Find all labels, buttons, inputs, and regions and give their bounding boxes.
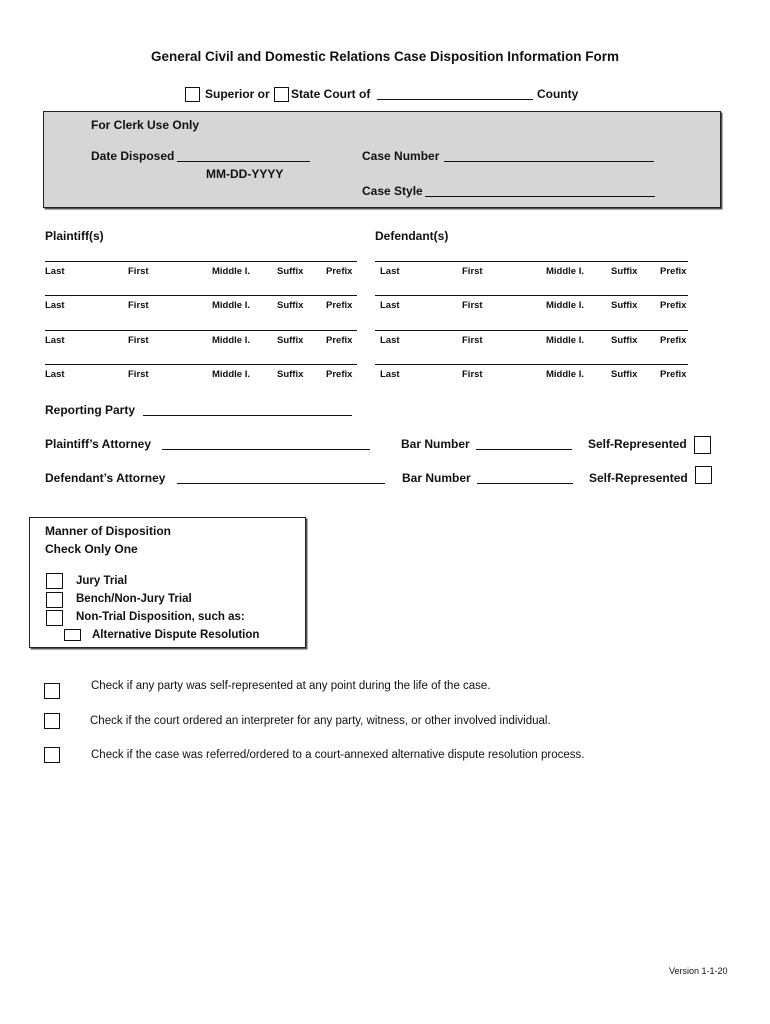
plaintiff-attorney-field[interactable] (162, 449, 370, 450)
plaintiff-name-line[interactable] (45, 330, 357, 331)
col-suffix: Suffix (611, 369, 638, 380)
bench-trial-checkbox[interactable] (46, 592, 63, 608)
col-prefix: Prefix (326, 369, 353, 380)
col-first: First (128, 300, 149, 311)
defendant-attorney-label: Defendant’s Attorney (45, 471, 166, 485)
reporting-party-label: Reporting Party (45, 403, 136, 417)
col-last: Last (380, 266, 400, 277)
case-number-field[interactable] (444, 161, 654, 162)
defendant-name-line[interactable] (375, 330, 688, 331)
interpreter-label: Check if the court ordered an interpreter for any party, witness, or other involved individual. (90, 715, 551, 727)
col-middle: Middle I. (212, 266, 250, 277)
defendant-name-line[interactable] (375, 364, 688, 365)
defendant-bar-number-label: Bar Number (402, 471, 471, 485)
case-style-field[interactable] (425, 196, 655, 197)
col-suffix: Suffix (277, 335, 304, 346)
plaintiff-bar-number-field[interactable] (476, 449, 572, 450)
col-middle: Middle I. (546, 369, 584, 380)
col-first: First (462, 300, 483, 311)
col-middle: Middle I. (212, 369, 250, 380)
plaintiff-name-line[interactable] (45, 295, 357, 296)
col-last: Last (45, 335, 65, 346)
col-suffix: Suffix (277, 300, 304, 311)
col-last: Last (380, 369, 400, 380)
col-prefix: Prefix (326, 266, 353, 277)
self-represented-any-label: Check if any party was self-represented at any point during the life of the case. (91, 680, 491, 692)
col-suffix: Suffix (277, 266, 304, 277)
date-disposed-field[interactable] (177, 161, 310, 162)
adr-checkbox[interactable] (64, 629, 81, 641)
col-last: Last (380, 335, 400, 346)
col-prefix: Prefix (326, 335, 353, 346)
defendant-attorney-field[interactable] (177, 483, 385, 484)
col-middle: Middle I. (212, 335, 250, 346)
col-prefix: Prefix (660, 300, 687, 311)
jury-trial-checkbox[interactable] (46, 573, 63, 589)
defendant-bar-number-field[interactable] (477, 483, 573, 484)
state-court-checkbox[interactable] (274, 87, 289, 102)
col-middle: Middle I. (212, 300, 250, 311)
plaintiff-bar-number-label: Bar Number (401, 437, 470, 451)
col-first: First (462, 335, 483, 346)
plaintiff-attorney-label: Plaintiff’s Attorney (45, 437, 152, 451)
bench-trial-label: Bench/Non-Jury Trial (76, 593, 192, 605)
defendant-self-represented-checkbox[interactable] (695, 466, 712, 484)
col-suffix: Suffix (277, 369, 304, 380)
adr-referral-label: Check if the case was referred/ordered to a court-annexed alternative dispute resolution process. (91, 749, 585, 761)
defendant-name-line[interactable] (375, 261, 688, 262)
jury-trial-label: Jury Trial (76, 575, 128, 587)
clerk-use-header: For Clerk Use Only (91, 118, 200, 132)
superior-court-checkbox[interactable] (185, 87, 200, 102)
col-suffix: Suffix (611, 300, 638, 311)
col-first: First (128, 369, 149, 380)
col-prefix: Prefix (660, 266, 687, 277)
date-format-hint: MM-DD-YYYY (206, 167, 284, 181)
date-disposed-label: Date Disposed (91, 149, 175, 163)
reporting-party-field[interactable] (143, 415, 352, 416)
col-last: Last (45, 266, 65, 277)
plaintiff-section-label: Plaintiff(s) (45, 229, 104, 243)
non-trial-checkbox[interactable] (46, 610, 63, 626)
plaintiff-name-line[interactable] (45, 364, 357, 365)
col-first: First (462, 369, 483, 380)
defendant-self-represented-label: Self-Represented (589, 471, 688, 485)
form-title: General Civil and Domestic Relations Case Disposition Information Form (150, 49, 620, 64)
state-court-label: State Court of (291, 87, 371, 101)
col-middle: Middle I. (546, 335, 584, 346)
plaintiff-name-line[interactable] (45, 261, 357, 262)
adr-referral-checkbox[interactable] (44, 747, 60, 763)
version-label: Version 1-1-20 (669, 966, 728, 976)
superior-court-label: Superior or (205, 87, 270, 101)
col-last: Last (45, 300, 65, 311)
self-represented-any-checkbox[interactable] (44, 683, 60, 699)
plaintiff-self-represented-label: Self-Represented (588, 437, 687, 451)
plaintiff-self-represented-checkbox[interactable] (694, 436, 711, 454)
col-middle: Middle I. (546, 266, 584, 277)
county-label: County (537, 87, 579, 101)
col-suffix: Suffix (611, 266, 638, 277)
col-last: Last (45, 369, 65, 380)
non-trial-label: Non-Trial Disposition, such as: (76, 611, 245, 623)
interpreter-checkbox[interactable] (44, 713, 60, 729)
disposition-header: Manner of Disposition (45, 524, 171, 538)
case-number-label: Case Number (362, 149, 440, 163)
col-prefix: Prefix (660, 369, 687, 380)
county-name-field[interactable] (377, 99, 533, 100)
adr-label: Alternative Dispute Resolution (92, 629, 260, 641)
col-middle: Middle I. (546, 300, 584, 311)
disposition-subheader: Check Only One (45, 542, 138, 556)
col-prefix: Prefix (660, 335, 687, 346)
case-style-label: Case Style (362, 184, 423, 198)
col-prefix: Prefix (326, 300, 353, 311)
col-suffix: Suffix (611, 335, 638, 346)
defendant-section-label: Defendant(s) (375, 229, 449, 243)
col-first: First (128, 266, 149, 277)
defendant-name-line[interactable] (375, 295, 688, 296)
col-first: First (462, 266, 483, 277)
col-last: Last (380, 300, 400, 311)
col-first: First (128, 335, 149, 346)
